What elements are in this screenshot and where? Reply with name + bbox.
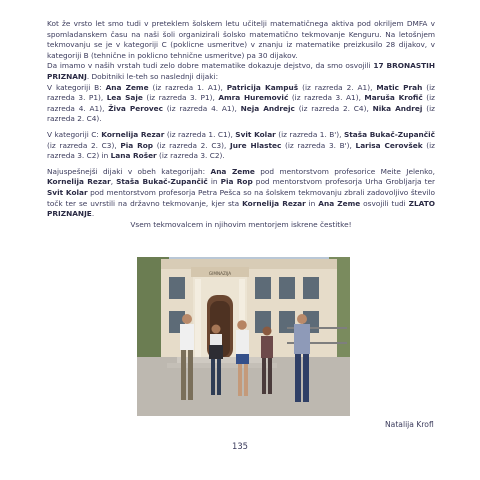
bold-text-run: 17 BRONASTIH PRIZNANJ [47, 61, 435, 81]
text-run: Kot že vrsto let smo tudi v preteklem šolskem letu učitelji matematičnega aktiva pod okriljem DMFA v spomladanskem času na naši šoli organizirali šolsko matematično tekmovanje Kenguru. Na letošnjem tekmovanju se je v kategoriji C (poklicne usmeritve) v znanju iz matematike preizkusilo 28 dijakov, v kategoriji B (tehnične in poklicno tehnične usmeritve) pa 30 dijakov. [47, 19, 435, 60]
bold-text-run: Jure Hlastec [230, 140, 282, 150]
text-run: (iz razreda 3. B'), [281, 140, 356, 150]
text-run: pod mentorstvom profesorja Urha Grobljarja ter [252, 177, 435, 187]
bold-text-run: Lea Saje [106, 93, 143, 103]
paragraph-bronze-awards [47, 61, 435, 82]
paragraph-top-students [47, 167, 435, 220]
bold-text-run: Pia Rop [220, 177, 253, 187]
bold-text-run: Ana Zeme [105, 82, 149, 92]
bold-text-run: Staša Bukač-Zupančič [116, 177, 208, 187]
text-run: Da imamo v naših vrstah tudi zelo dobre matematike dokazuje dejstvo, da smo osvojili [47, 61, 374, 71]
bold-text-run: Ana Zeme [210, 166, 255, 176]
author-name: Natalija Krofl [385, 420, 434, 429]
text-run: V kategoriji B: [47, 82, 106, 92]
page-number: 135 [232, 441, 248, 451]
text-run: , [110, 177, 117, 187]
text-run: (iz razreda 4. A1), [47, 93, 435, 113]
bold-text-run: Ana Zeme [318, 198, 361, 208]
bold-text-run: Patricija Kampuš [226, 82, 299, 92]
text-run: Vsem tekmovalcem in njihovim mentorjem iskrene čestitke! [130, 219, 352, 229]
bold-text-run: Kornelija Rezar [242, 198, 306, 208]
text-run: Najuspešnejši dijaki v obeh kategorijah: [47, 166, 211, 176]
group-photo [137, 257, 350, 416]
bold-text-run: Kornelija Rezar [47, 177, 111, 187]
text-run: (iz razreda 2. C4). [47, 103, 435, 124]
paragraph-intro [47, 19, 435, 61]
building-sign-text: GIMNAZIJA [208, 271, 232, 276]
article-text [47, 19, 435, 230]
text-run: pod mentorstvom profesorja Petra Pešca so na šolskem tekmovanju zbrali zadovoljivo število točk ter se uvrstili na državno tekmovanje, kjer sta [47, 187, 435, 208]
bold-text-run: Lana Rošer [110, 151, 157, 161]
bold-text-run: Larisa Cerovšek [355, 140, 423, 150]
bold-text-run: Nika Andrej [372, 103, 423, 113]
text-run: (iz razreda 1. A1), [148, 82, 227, 92]
paragraph-category-b [47, 83, 435, 125]
bold-text-run: Neja Andrejc [240, 103, 295, 113]
text-run: (iz razreda 3. C2) in [47, 140, 435, 161]
bold-text-run: Amra Huremović [218, 93, 289, 103]
text-run: (iz razreda 2. C4), [294, 103, 373, 113]
text-run: (iz razreda 3. P1), [47, 82, 436, 103]
text-run: V kategoriji C: [47, 129, 102, 139]
text-run: in [207, 177, 221, 187]
paragraph-congratulations [47, 220, 435, 231]
text-run: (iz razreda 3. C2). [156, 151, 225, 161]
bold-text-run: Svit Kolar [235, 129, 276, 139]
text-run: . [91, 209, 95, 219]
text-run: (iz razreda 4. A1), [163, 103, 241, 113]
bold-text-run: Svit Kolar [47, 187, 88, 197]
text-run: (iz razreda 3. A1), [288, 93, 365, 103]
text-run: in [305, 198, 319, 208]
bold-text-run: ZLATO PRIZNANJE [47, 198, 435, 219]
group-photo-illustration [137, 257, 350, 416]
paragraph-category-c [47, 130, 435, 162]
bold-text-run: Matic Prah [376, 82, 423, 92]
text-run: . Dobitniki le-teh so naslednji dijaki: [86, 71, 219, 81]
text-run: (iz razreda 2. A1), [298, 82, 377, 92]
bold-text-run: Maruša Krofič [364, 93, 423, 103]
text-run: (iz razreda 2. C3), [153, 140, 231, 150]
bold-text-run: Živa Perovec [108, 103, 163, 113]
text-run: osvojili tudi [360, 198, 409, 208]
text-run: (iz razreda 2. C3), [47, 140, 121, 150]
bold-text-run: Kornelija Rezar [101, 129, 165, 139]
text-run: pod mentorstvom profesorice Meite Jelenko, [254, 166, 435, 176]
bold-text-run: Staša Bukač-Zupančič [343, 129, 435, 139]
text-run: (iz razreda 3. P1), [142, 93, 219, 103]
bold-text-run: Pia Rop [120, 140, 154, 150]
text-run: (iz razreda 1. C1), [164, 129, 236, 139]
text-run: (iz razreda 1. B'), [275, 129, 344, 139]
